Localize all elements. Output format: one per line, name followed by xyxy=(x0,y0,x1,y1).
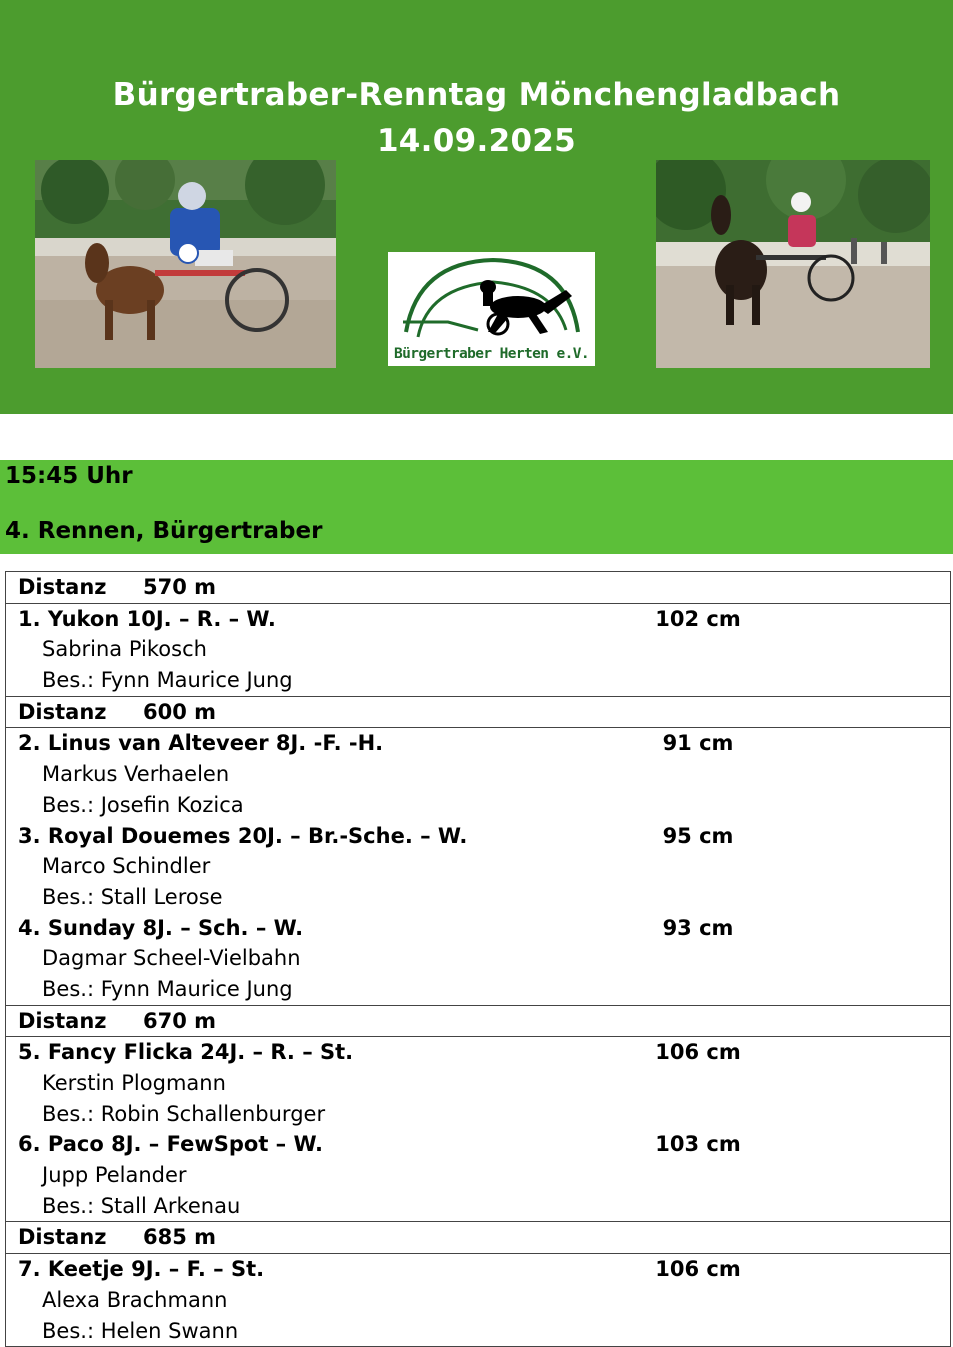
distance-value: 600 m xyxy=(143,699,217,724)
horse-name: 2. Linus van Alteveer 8J. -F. -H. xyxy=(18,731,384,756)
owner-name: Bes.: Helen Swann xyxy=(42,1318,239,1343)
horse-height: 95 cm xyxy=(662,823,734,848)
horse-row xyxy=(6,1129,950,1160)
event-date: 14.09.2025 xyxy=(376,123,577,159)
owner-name: Bes.: Fynn Maurice Jung xyxy=(42,976,293,1001)
driver-name: Kerstin Plogmann xyxy=(42,1071,226,1095)
horse-name: 5. Fancy Flicka 24J. – R. – St. xyxy=(18,1040,354,1065)
distance-label: Distanz xyxy=(18,1225,107,1250)
race-photo-left xyxy=(35,160,336,368)
owner-name: Bes.: Stall Arkenau xyxy=(42,1193,241,1218)
distance-row xyxy=(6,696,950,729)
horse-name: 3. Royal Douemes 20J. – Br.-Sche. – W. xyxy=(18,823,468,848)
starter-table xyxy=(5,571,951,1347)
horse-height: 102 cm xyxy=(655,606,741,631)
horse-height: 91 cm xyxy=(662,731,734,756)
horse-row xyxy=(6,1037,950,1068)
distance-row xyxy=(6,572,950,604)
horse-row xyxy=(6,604,950,635)
horse-height: 106 cm xyxy=(655,1257,741,1282)
distance-row xyxy=(6,1221,950,1254)
header-banner xyxy=(0,0,953,414)
race-name: 4. Rennen, Bürgertraber xyxy=(5,518,323,544)
driver-name: Marco Schindler xyxy=(42,854,211,879)
owner-name: Bes.: Fynn Maurice Jung xyxy=(42,668,293,693)
owner-name: Bes.: Stall Lerose xyxy=(42,884,223,909)
horse-name: 4. Sunday 8J. – Sch. – W. xyxy=(18,915,304,940)
distance-value: 685 m xyxy=(143,1225,217,1250)
horse-height: 93 cm xyxy=(662,915,734,940)
distance-row xyxy=(6,1005,950,1038)
distance-value: 570 m xyxy=(143,575,217,599)
distance-label: Distanz xyxy=(18,699,107,724)
horse-name: 6. Paco 8J. – FewSpot – W. xyxy=(18,1132,323,1157)
horse-row xyxy=(6,821,950,852)
driver-name: Jupp Pelander xyxy=(42,1163,187,1188)
race-photo-right xyxy=(656,160,930,368)
club-logo xyxy=(388,252,595,366)
horse-row xyxy=(6,1254,950,1285)
race-time: 15:45 Uhr xyxy=(5,463,133,489)
horse-name: 1. Yukon 10J. – R. – W. xyxy=(18,606,276,631)
horse-height: 106 cm xyxy=(655,1040,741,1065)
horse-row xyxy=(6,913,950,944)
horse-row xyxy=(6,728,950,759)
driver-name: Dagmar Scheel-Vielbahn xyxy=(42,946,301,971)
driver-name: Alexa Brachmann xyxy=(42,1287,228,1312)
event-title xyxy=(0,72,953,164)
distance-value: 670 m xyxy=(143,1008,217,1033)
driver-name: Sabrina Pikosch xyxy=(42,637,207,662)
driver-name: Markus Verhaelen xyxy=(42,762,230,787)
club-logo-text: Bürgertraber Herten e.V. xyxy=(393,346,590,362)
distance-label: Distanz xyxy=(18,1008,107,1033)
horse-height: 103 cm xyxy=(655,1132,741,1157)
horse-name: 7. Keetje 9J. – F. – St. xyxy=(18,1257,265,1282)
owner-name: Bes.: Josefin Kozica xyxy=(42,792,244,817)
event-title-line1: Bürgertraber-Renntag Mönchengladbach xyxy=(112,77,841,113)
owner-name: Bes.: Robin Schallenburger xyxy=(42,1101,326,1126)
distance-label: Distanz xyxy=(18,575,107,599)
